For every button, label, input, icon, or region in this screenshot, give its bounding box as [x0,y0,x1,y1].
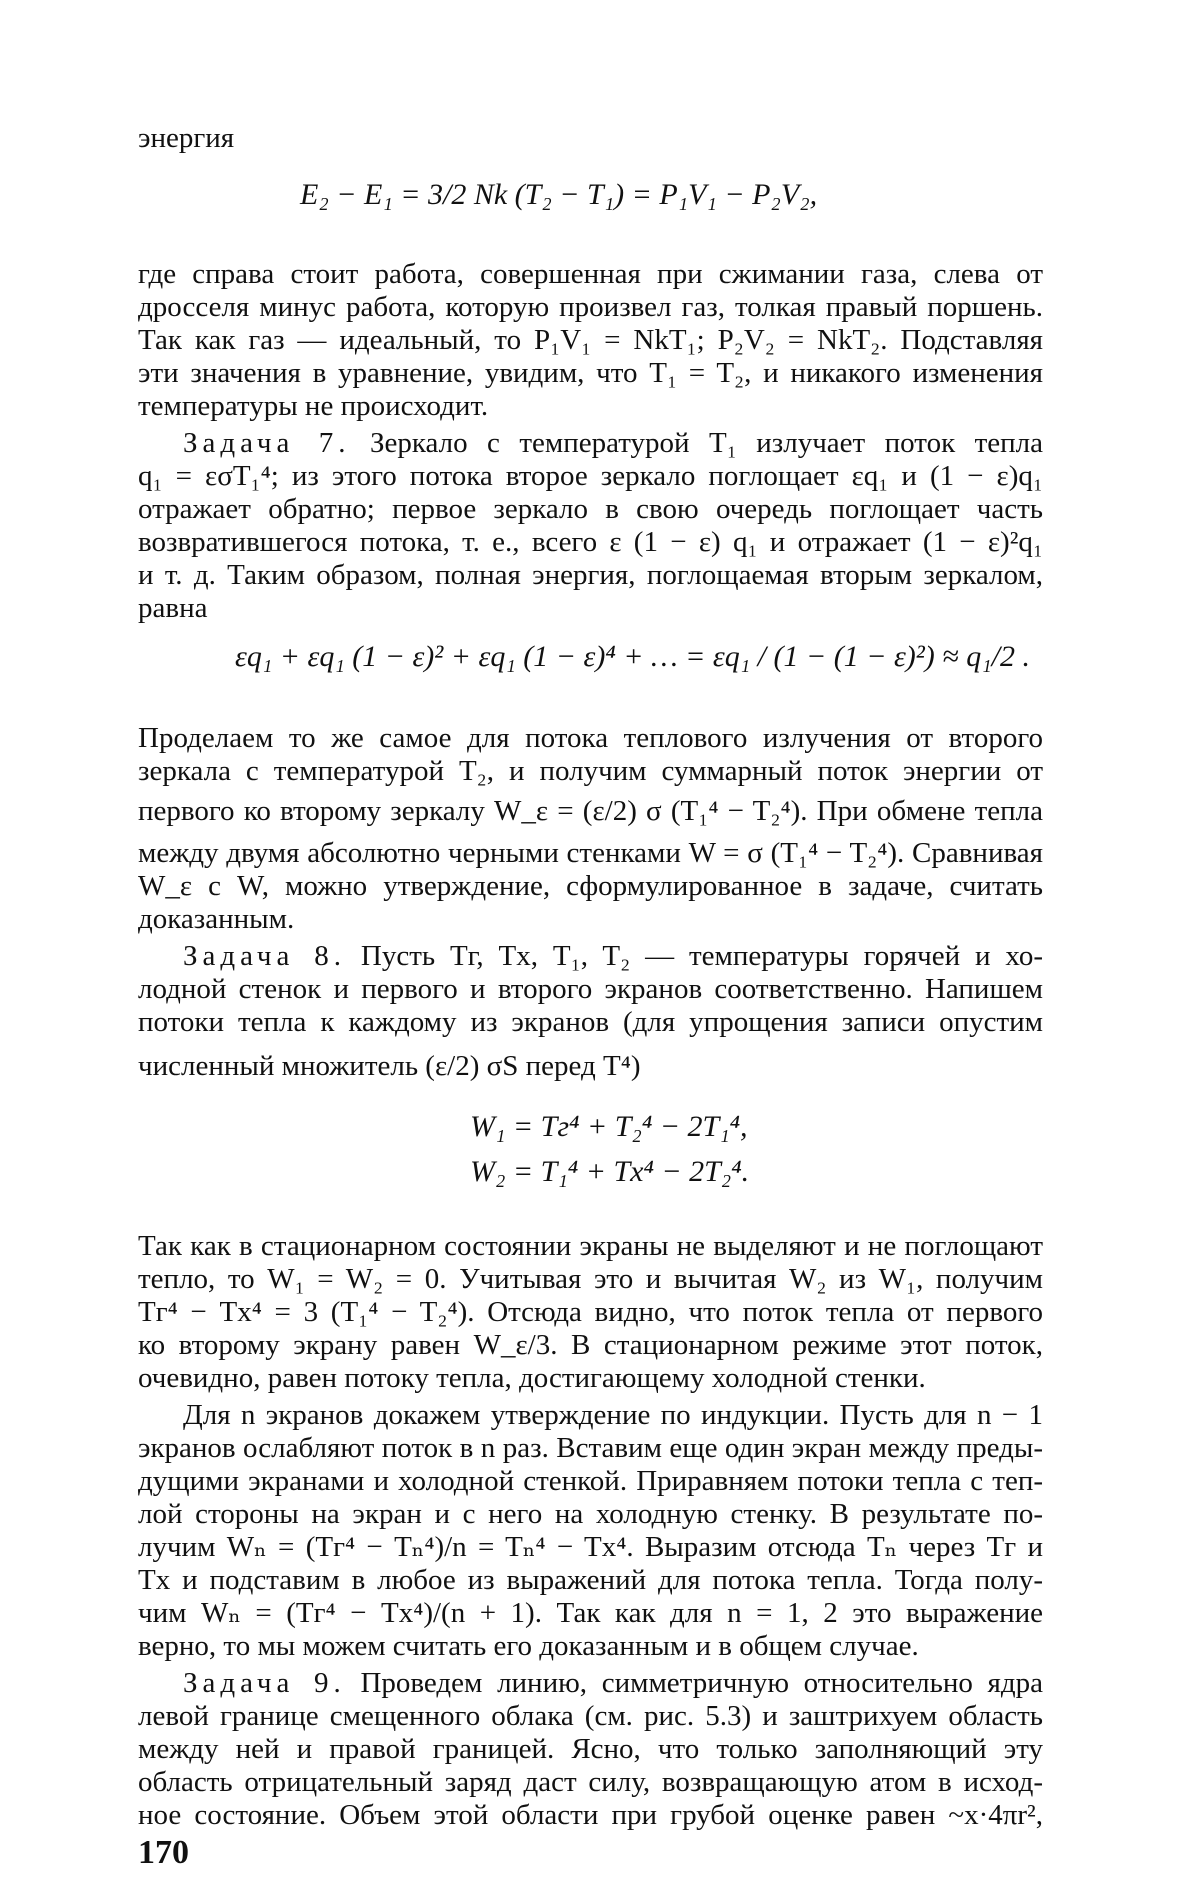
para2-line-3: возвратившегося потока, т. е., всего ε (1 − ε) q₁ и отражает (1 − ε)²q₁ [138,526,1043,559]
para5-line-1: Так как в стационарном состоянии экраны не выделяют и не поглощают [138,1230,1043,1263]
para1-line-3: Так как газ — идеальный, то P₁V₁ = NkT₁; P₂V₂ = NkT₂. Подставляя [138,324,1043,357]
formula-w1: W₁ = Tг⁴ + T₂⁴ − 2T₁⁴, [470,1110,748,1144]
para3-line-2: зеркала с температурой T₂, и получим суммарный поток энергии от [138,755,1043,788]
para7-line-1: левой границе смещенного облака (см. рис. 5.3) и заштрихуем область [138,1700,1043,1733]
para3-line-1: Проделаем то же самое для потока теплового излучения от второго [138,722,1043,755]
book-page [0,0,1200,1880]
para2-line-1: q₁ = εσT₁⁴; из этого потока второе зеркало поглощает εq₁ и (1 − ε)q₁ [138,460,1043,493]
para6-line-6: Tх и подставим в любое из выражений для потока тепла. Тогда полу- [138,1564,1043,1597]
para5-line-3: Tг⁴ − Tх⁴ = 3 (T₁⁴ − T₂⁴). Отсюда видно, что поток тепла от первого [138,1296,1043,1329]
para5-line-4: ко второму экрану равен W_ε/3. В стационарном режиме этот поток, [138,1329,1043,1362]
para6-line-5: лучим Wₙ = (Tг⁴ − Tₙ⁴)/n = Tₙ⁴ − Tх⁴. Выразим отсюда Tₙ через Tг и [138,1531,1043,1564]
para1-line-1: где справа стоит работа, совершенная при сжимании газа, слева от [138,258,1043,291]
task9-first-text: Проведем линию, симметричную относительно ядра [346,1667,1043,1699]
formula-energy: E₂ − E₁ = 3/2 Nk (T₂ − T₁) = P₁V₁ − P₂V₂, [300,178,817,212]
task7-first-text: Зеркало с температурой T₁ излучает поток тепла [351,427,1043,459]
para3-line-6: доказанным. [138,903,1043,936]
para6-line-1: Для n экранов докажем утверждение по индукции. Пусть для n − 1 [183,1399,1043,1432]
para7-line-2: между ней и правой границей. Ясно, что только заполняющий эту [138,1733,1043,1766]
para7-line-3: область отрицательный заряд даст силу, возвращающую атом в исход- [138,1766,1043,1799]
task9-first-line [183,1667,1043,1700]
para6-line-8: верно, то мы можем считать его доказанным и в общем случае. [138,1630,1043,1663]
para5-line-2: тепло, то W₁ = W₂ = 0. Учитывая это и вычитая W₂ из W₁, получим [138,1263,1043,1296]
para1-line-2: дросселя минус работа, которую произвел газ, толкая правый поршень. [138,291,1043,324]
para4-line-2: потоки тепла к каждому из экранов (для упрощения записи опустим [138,1006,1043,1039]
para3-line-3: первого ко второму зеркалу W_ε = (ε/2) σ (T₁⁴ − T₂⁴). При обмене тепла [138,795,1043,828]
top-word: энергия [138,122,1043,155]
para1-line-4: эти значения в уравнение, увидим, что T₁ = T₂, и никакого изменения [138,357,1043,390]
task8-first-text: Пусть Tг, Tх, T₁, T₂ — температуры горячей и хо- [346,940,1043,972]
para4-line-1: лодной стенок и первого и второго экранов соответственно. Напишем [138,973,1043,1006]
para3-line-5: W_ε с W, можно утверждение, сформулированное в задаче, считать [138,870,1043,903]
para2-line-5: равна [138,592,1043,625]
formula-w2: W₂ = T₁⁴ + Tх⁴ − 2T₂⁴. [470,1155,749,1189]
para6-line-2: экранов ослабляют поток в n раз. Вставим еще один экран между преды- [138,1432,1043,1465]
para7-line-4: ное состояние. Объем этой области при грубой оценке равен ~x·4πr², [138,1799,1043,1832]
para6-line-7: чим Wₙ = (Tг⁴ − Tх⁴)/(n + 1). Так как для n = 1, 2 это выражение [138,1597,1043,1630]
para3-line-4: между двумя абсолютно черными стенками W = σ (T₁⁴ − T₂⁴). Сравнивая [138,837,1043,870]
para2-line-2: отражает обратно; первое зеркало в свою очередь поглощает часть [138,493,1043,526]
para2-line-4: и т. д. Таким образом, полная энергия, поглощаемая вторым зеркалом, [138,559,1043,592]
formula-mirror-energy: εq₁ + εq₁ (1 − ε)² + εq₁ (1 − ε)⁴ + … = εq₁ / (1 − (1 − ε)²) ≈ q₁/2 . [235,640,1030,674]
para4-line-3: численный множитель (ε/2) σS перед T⁴) [138,1050,1043,1083]
task9-label: Задача 9. [183,1667,346,1699]
para6-line-4: лой стороны на экран и с него на холодную стенку. В результате по- [138,1498,1043,1531]
task7-first-line [183,427,1043,460]
page-number: 170 [138,1834,189,1872]
task8-label: Задача 8. [183,940,346,972]
task8-first-line [183,940,1043,973]
para5-line-5: очевидно, равен потоку тепла, достигающему холодной стенки. [138,1362,1043,1395]
para6-line-3: дущими экранами и холодной стенкой. Приравняем потоки тепла с теп- [138,1465,1043,1498]
para1-line-5: температуры не происходит. [138,390,1043,423]
task7-label: Задача 7. [183,427,351,459]
